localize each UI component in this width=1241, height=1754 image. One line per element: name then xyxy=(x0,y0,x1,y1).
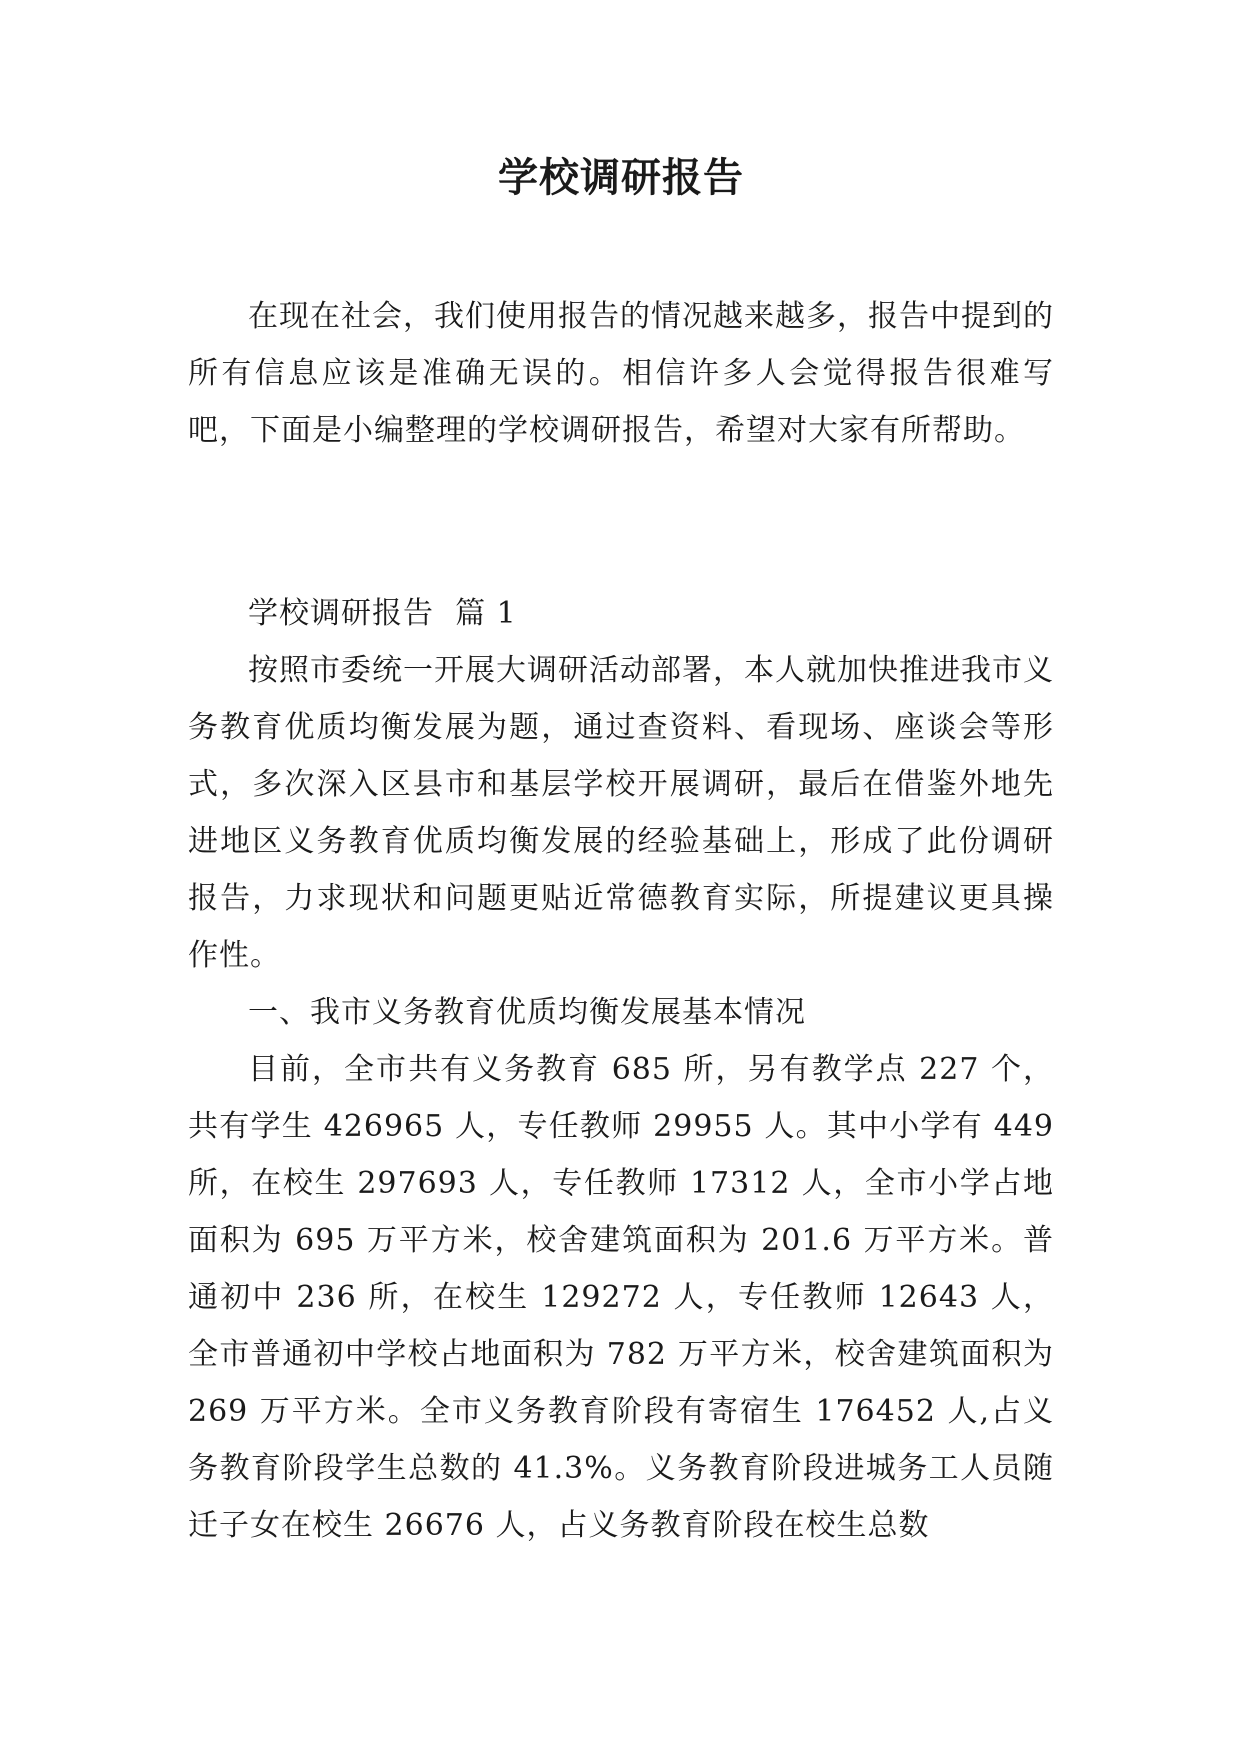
body-paragraph-purpose: 按照市委统一开展大调研活动部署，本人就加快推进我市义务教育优质均衡发展为题，通过查资料、看现场、座谈会等形式，多次深入区县市和基层学校开展调研，最后在借鉴外地先进地区义务教育优质均衡发展的经验基础上，形成了此份调研报告，力求现状和问题更贴近常德教育实际，所提建议更具操作性。 xyxy=(188,653,1054,973)
intro-paragraph: 在现在社会，我们使用报告的情况越来越多，报告中提到的所有信息应该是准确无误的。相信许多人会觉得报告很难写吧，下面是小编整理的学校调研报告，希望对大家有所帮助。 xyxy=(188,299,1054,448)
report-body xyxy=(188,585,1054,1554)
body-paragraph-statistics: 目前，全市共有义务教育 685 所，另有教学点 227 个，共有学生 426965 人，专任教师 29955 人。其中小学有 449 所，在校生 297693 人，专任教师 17312 人，全市小学占地面积为 695 万平方米，校舍建筑面积为 201.6 万平方米。普通初中 236 所，在校生 129272 人，专任教师 12643 人，全市普通初中学校占地面积为 782 万平方米，校舍建筑面积为 269 万平方米。全市义务教育阶段有寄宿生 176452 人,占义务教育阶段学生总数的 41.3%。义务教育阶段进城务工人员随迁子女在校生 26676 人，占义务教育阶段在校生总数 xyxy=(188,1052,1054,1543)
body-heading-situation: 一、我市义务教育优质均衡发展基本情况 xyxy=(248,995,806,1030)
section-heading: 学校调研报告 篇 1 xyxy=(248,596,517,631)
document-page xyxy=(188,0,1054,1754)
document-title: 学校调研报告 xyxy=(498,155,744,201)
intro-section xyxy=(188,288,1054,459)
